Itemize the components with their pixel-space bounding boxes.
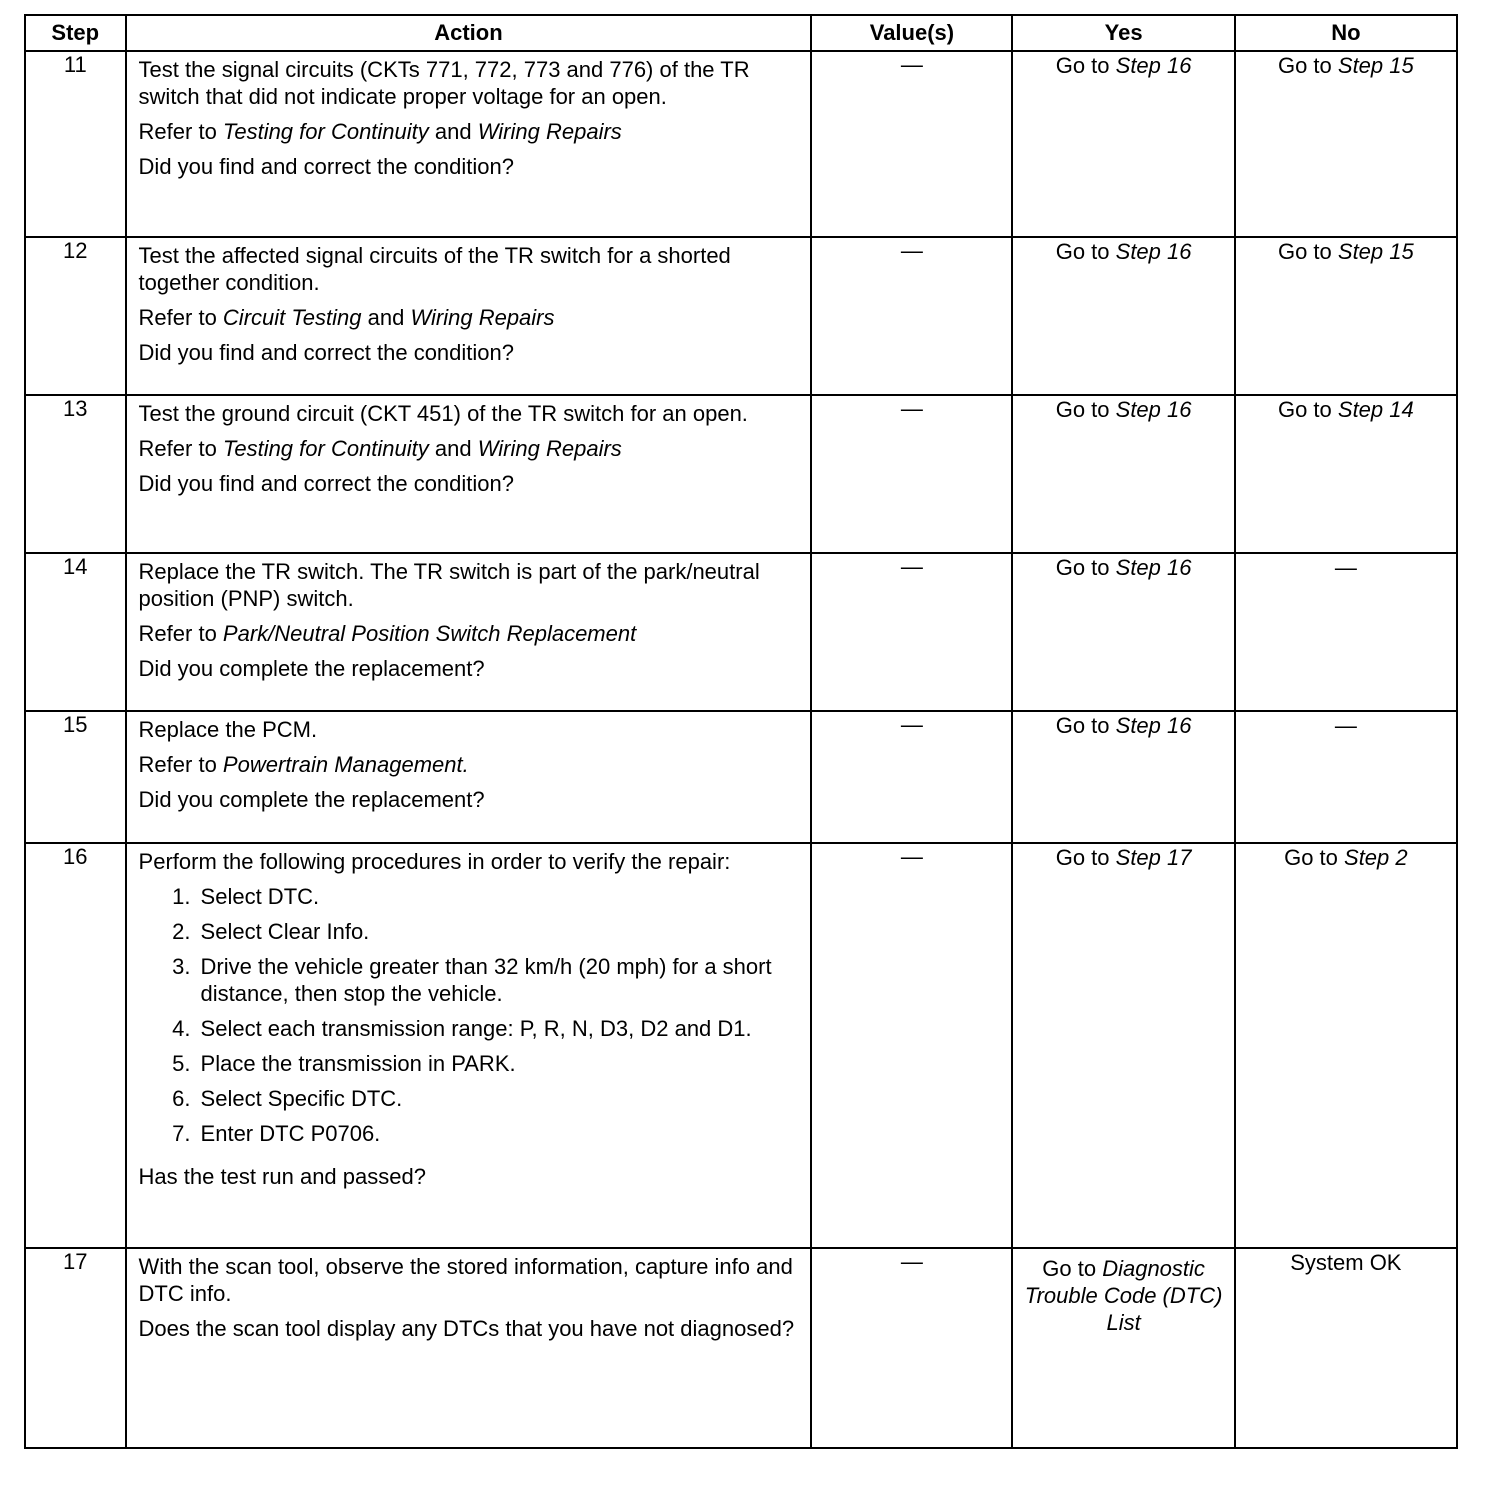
procedure-list [139,883,801,1155]
value-cell: — [811,1248,1012,1448]
value-cell: — [811,711,1012,843]
value-cell: — [811,51,1012,237]
question-text: Did you find and correct the condition? [138,340,514,365]
action-cell [126,395,812,553]
reference-link[interactable]: Wiring Repairs [477,119,622,144]
reference-link[interactable]: Testing for Continuity [222,436,429,461]
reference-link[interactable]: Powertrain Management. [222,752,469,777]
table-row-step-13 [25,395,1457,553]
yes-result: Go to Step 17 [1055,845,1192,870]
yes-link[interactable]: Step 16 [1115,397,1192,422]
list-item: 2. Select Clear Info. [197,918,801,945]
no-result: Go to Step 14 [1277,397,1414,422]
question-text: Did you complete the replacement? [138,787,485,812]
action-text: Replace the PCM. [138,717,318,742]
no-dash: — [1334,555,1357,580]
header-no: No [1235,15,1457,51]
no-cell [1235,843,1457,1248]
no-cell [1235,1248,1457,1448]
yes-link[interactable]: Step 16 [1115,713,1192,738]
no-link[interactable]: Step 2 [1344,845,1408,870]
action-text: With the scan tool, observe the stored information, capture info and DTC info. [138,1254,793,1306]
table-row-step-11 [25,51,1457,237]
question-text: Did you find and correct the condition? [138,154,514,179]
list-item: 3. Drive the vehicle greater than 32 km/h (20 mph) for a short distance, then stop the vehicle. [197,953,801,1007]
step-number: 16 [25,843,126,1248]
yes-result: Go to Step 16 [1055,555,1192,580]
table-row-step-14 [25,553,1457,711]
yes-cell [1012,711,1234,843]
question-text: Did you find and correct the condition? [138,471,514,496]
yes-link[interactable]: Step 16 [1115,555,1192,580]
action-text: Test the affected signal circuits of the TR switch for a shorted together condition. [138,243,731,295]
yes-cell [1012,395,1234,553]
action-cell [126,1248,812,1448]
yes-result: Go to Step 16 [1055,397,1192,422]
action-cell [126,553,812,711]
value-cell: — [811,395,1012,553]
yes-cell [1012,553,1234,711]
yes-result: Go to Step 16 [1055,239,1192,264]
action-text: Replace the TR switch. The TR switch is part of the park/neutral position (PNP) switch. [138,559,760,611]
reference-link[interactable]: Wiring Repairs [477,436,622,461]
action-text: Test the ground circuit (CKT 451) of the TR switch for an open. [138,401,748,426]
value-cell: — [811,553,1012,711]
reference-link[interactable]: Park/Neutral Position Switch Replacement [222,621,637,646]
list-item: 6. Select Specific DTC. [197,1085,801,1112]
step-number: 11 [25,51,126,237]
action-cell [126,51,812,237]
no-cell [1235,711,1457,843]
header-step: Step [25,15,126,51]
list-item: 1. Select DTC. [197,883,801,910]
action-text: Test the signal circuits (CKTs 771, 772, 773 and 776) of the TR switch that did not indicate proper voltage for an open. [138,57,750,109]
yes-cell [1012,1248,1234,1448]
yes-cell [1012,51,1234,237]
step-number: 12 [25,237,126,395]
action-cell [126,237,812,395]
action-text: Perform the following procedures in order to verify the repair: [138,849,731,874]
action-cell [126,843,812,1248]
step-number: 15 [25,711,126,843]
question-text: Did you complete the replacement? [138,656,485,681]
yes-link[interactable]: Step 16 [1115,239,1192,264]
step-number: 14 [25,553,126,711]
value-cell: — [811,843,1012,1248]
yes-result: Go to Diagnostic Trouble Code (DTC) List [1024,1256,1223,1335]
table-row-step-17 [25,1248,1457,1448]
refer-line: Refer to Testing for Continuity and Wiring Repairs [138,119,622,144]
header-yes: Yes [1012,15,1234,51]
refer-line: Refer to Park/Neutral Position Switch Replacement [138,621,637,646]
refer-line: Refer to Circuit Testing and Wiring Repairs [138,305,555,330]
yes-link[interactable]: Diagnostic Trouble Code (DTC) List [1024,1256,1223,1335]
yes-result: Go to Step 16 [1055,713,1192,738]
action-cell [126,711,812,843]
yes-result: Go to Step 16 [1055,53,1192,78]
refer-line: Refer to Testing for Continuity and Wiring Repairs [138,436,622,461]
reference-link[interactable]: Wiring Repairs [410,305,555,330]
no-cell [1235,51,1457,237]
list-item: 4. Select each transmission range: P, R, N, D3, D2 and D1. [197,1015,801,1042]
no-result: System OK [1290,1250,1402,1275]
no-link[interactable]: Step 15 [1337,239,1414,264]
value-cell: — [811,237,1012,395]
refer-line: Refer to Powertrain Management. [138,752,469,777]
question-text: Does the scan tool display any DTCs that you have not diagnosed? [138,1316,795,1341]
table-row-step-16 [25,843,1457,1248]
list-item: 7. Enter DTC P0706. [197,1120,801,1147]
table-row-step-15 [25,711,1457,843]
step-number: 17 [25,1248,126,1448]
yes-link[interactable]: Step 17 [1115,845,1192,870]
yes-cell [1012,843,1234,1248]
header-action: Action [126,15,812,51]
header-row [25,15,1457,51]
header-values: Value(s) [811,15,1012,51]
yes-link[interactable]: Step 16 [1115,53,1192,78]
diagnostic-table [24,14,1458,1449]
table-row-step-12 [25,237,1457,395]
no-result: Go to Step 15 [1277,53,1414,78]
no-link[interactable]: Step 15 [1337,53,1414,78]
no-cell [1235,237,1457,395]
no-link[interactable]: Step 14 [1337,397,1414,422]
step-number: 13 [25,395,126,553]
question-text: Has the test run and passed? [138,1164,426,1189]
yes-cell [1012,237,1234,395]
list-item: 5. Place the transmission in PARK. [197,1050,801,1077]
no-result: Go to Step 15 [1277,239,1414,264]
reference-link[interactable]: Testing for Continuity [222,119,429,144]
no-dash: — [1334,713,1357,738]
no-cell [1235,395,1457,553]
no-result: Go to Step 2 [1284,845,1408,870]
reference-link[interactable]: Circuit Testing [222,305,362,330]
no-cell [1235,553,1457,711]
